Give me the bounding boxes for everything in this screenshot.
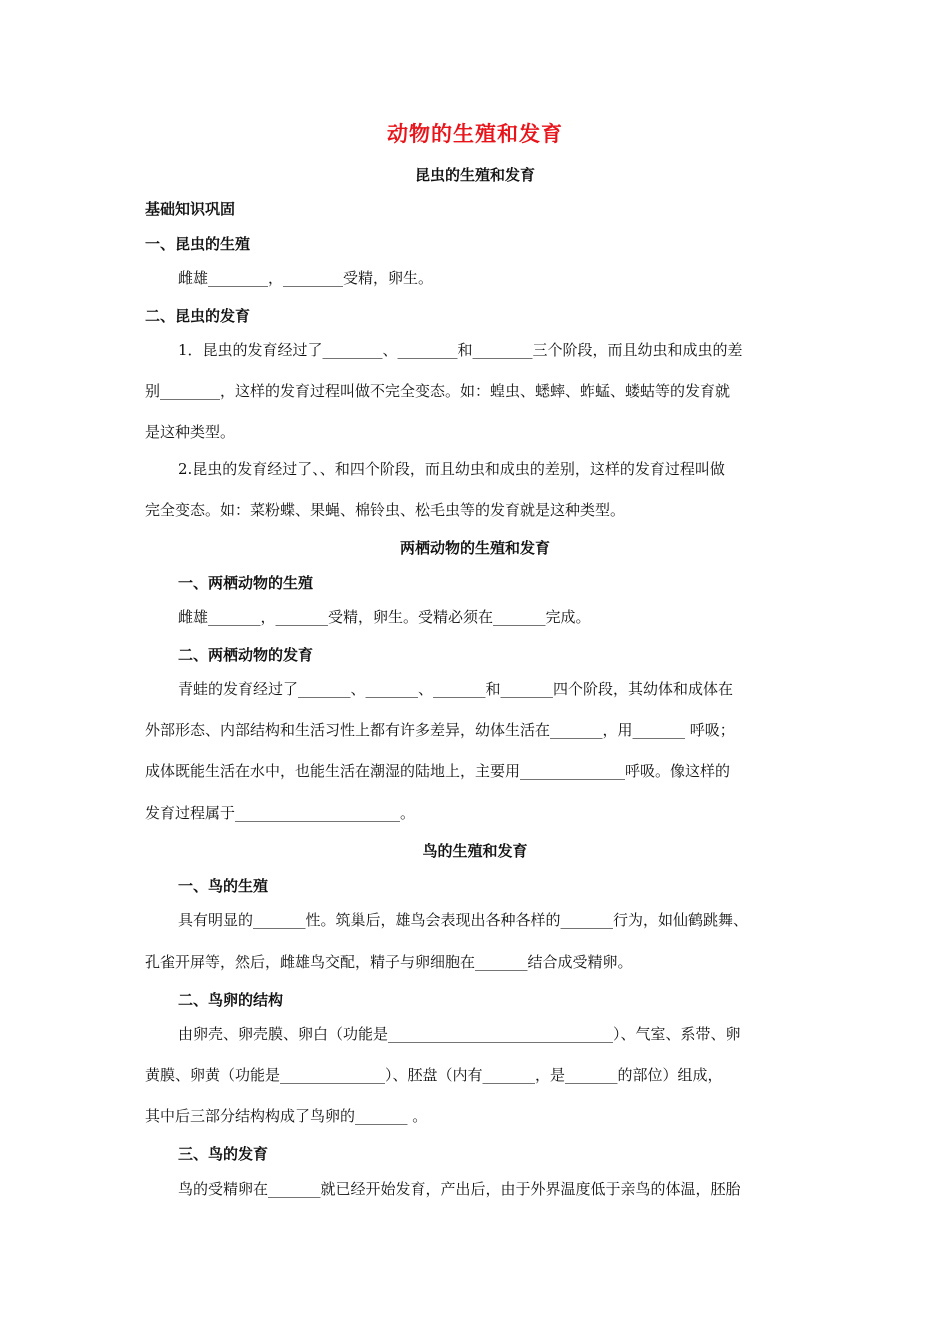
section-title-bird: 鸟的生殖和发育: [422, 842, 528, 860]
paragraph-bird-reproduction-line-2: 孔雀开屏等，然后，雌雄鸟交配，精子与卵细胞在_______结合成受精卵。: [145, 953, 633, 971]
page-title: 动物的生殖和发育: [387, 122, 563, 146]
heading-insect-reproduction: 一、昆虫的生殖: [145, 235, 251, 253]
paragraph-insect-reproduction: 雌雄________，________受精，卵生。: [178, 269, 434, 287]
paragraph-egg-structure-line-2: 黄膜、卵黄（功能是______________）、胚盘（内有_______，是_______的部位）组成，: [145, 1066, 723, 1084]
paragraph-incomplete-metamorphosis-line-3: 是这种类型。: [145, 423, 236, 441]
heading-egg-structure: 二、鸟卵的结构: [178, 991, 284, 1009]
paragraph-bird-reproduction-line-1: 具有明显的_______性。筑巢后，雄鸟会表现出各种各样的_______行为，如仙鹤跳舞、: [178, 911, 749, 929]
paragraph-incomplete-metamorphosis-line-2: 别________，这样的发育过程叫做不完全变态。如：蝗虫、蟋蟀、蚱蜢、蝼蛄等的发育就: [145, 382, 731, 400]
section-title-insect: 昆虫的生殖和发育: [414, 166, 535, 184]
heading-bird-reproduction: 一、鸟的生殖: [178, 877, 269, 895]
paragraph-amphibian-reproduction: 雌雄_______，_______受精，卵生。受精必须在_______完成。: [178, 608, 591, 626]
paragraph-frog-development-line-1: 青蛙的发育经过了_______、_______、_______和_______四个阶段，其幼体和成体在: [178, 680, 734, 698]
paragraph-complete-metamorphosis-line-2: 完全变态。如：菜粉蝶、果蝇、棉铃虫、松毛虫等的发育就是这种类型。: [145, 501, 626, 519]
heading-insect-development: 二、昆虫的发育: [145, 307, 251, 325]
paragraph-complete-metamorphosis-line-1: 2.昆虫的发育经过了、、和四个阶段，而且幼虫和成虫的差别，这样的发育过程叫做: [178, 460, 725, 478]
basic-knowledge-heading: 基础知识巩固: [145, 200, 236, 218]
paragraph-incomplete-metamorphosis-line-1: 1．昆虫的发育经过了________、________和________三个阶段，而且幼虫和成虫的差: [178, 341, 743, 359]
heading-bird-development: 三、鸟的发育: [178, 1145, 269, 1163]
heading-amphibian-development: 二、两栖动物的发育: [178, 646, 314, 664]
paragraph-bird-development-line-1: 鸟的受精卵在_______就已经开始发育，产出后，由于外界温度低于亲鸟的体温，胚胎: [178, 1180, 741, 1198]
section-title-amphibian: 两栖动物的生殖和发育: [399, 539, 550, 557]
paragraph-egg-structure-line-1: 由卵壳、卵壳膜、卵白（功能是______________________________）、气室、系带、卵: [178, 1025, 741, 1043]
heading-amphibian-reproduction: 一、两栖动物的生殖: [178, 574, 314, 592]
paragraph-frog-development-line-2: 外部形态、内部结构和生活习性上都有许多差异，幼体生活在_______，用_______ 呼吸；: [145, 721, 735, 739]
paragraph-frog-development-line-3: 成体既能生活在水中，也能生活在潮湿的陆地上，主要用______________呼吸。像这样的: [145, 762, 731, 780]
paragraph-frog-development-line-4: 发育过程属于______________________。: [145, 804, 416, 822]
paragraph-egg-structure-line-3: 其中后三部分结构构成了鸟卵的_______ 。: [145, 1107, 428, 1125]
